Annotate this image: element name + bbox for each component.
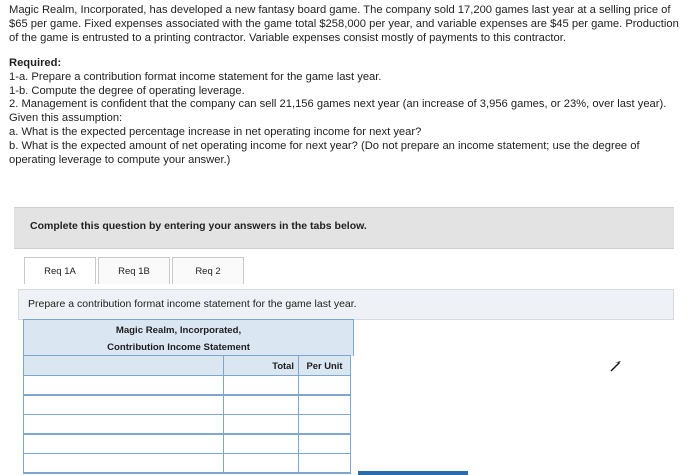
requirement-2b: b. What is the expected amount of net operating income for next year? (Do not prepare an income statement; use the degree of operating leverage to compute your answer.)	[9, 140, 640, 167]
row-label-input[interactable]	[24, 395, 224, 415]
row-total-cell[interactable]	[224, 376, 299, 396]
problem-intro: Magic Realm, Incorporated, has developed a new fantasy board game. The company sold 17,200 games last year at a selling price of $65 per game. Fixed expenses associated with the game total $258,000 per year, and variable expenses are $45 per game. Production of the game is entrusted to a printing contractor. Variable expenses consist mostly of payments to this contractor.	[9, 4, 679, 44]
row-label-input[interactable]	[24, 376, 224, 396]
scroll-indicator[interactable]	[358, 471, 468, 475]
row-1-label-input[interactable]	[24, 377, 223, 395]
row-total-cell[interactable]	[224, 454, 299, 474]
tab-req-1a-label: Req 1A	[44, 265, 76, 277]
row-per-unit-cell[interactable]	[299, 454, 351, 474]
row-total-cell[interactable]	[224, 415, 299, 435]
row-label-input[interactable]	[24, 434, 224, 454]
row-4-label-input[interactable]	[24, 436, 223, 454]
row-1-total-input[interactable]	[224, 377, 298, 395]
row-5-label-input[interactable]	[24, 455, 223, 473]
income-statement-table	[23, 355, 351, 474]
statement-company: Magic Realm, Incorporated,	[115, 325, 242, 336]
row-total-cell[interactable]	[224, 395, 299, 415]
tab-req-1b[interactable]	[98, 257, 170, 284]
row-per-unit-cell[interactable]	[299, 415, 351, 435]
row-per-unit-cell[interactable]	[299, 434, 351, 454]
statement-header	[23, 319, 354, 356]
statement-title: Contribution Income Statement	[107, 342, 250, 353]
instructions-banner	[14, 207, 674, 249]
row-1-per-unit-input[interactable]	[299, 377, 350, 395]
table-row	[24, 454, 351, 474]
tab-req-2-label: Req 2	[195, 265, 221, 277]
row-2-per-unit-input[interactable]	[299, 397, 350, 415]
required-heading: Required:	[9, 56, 62, 69]
row-label-input[interactable]	[24, 454, 224, 474]
row-total-cell[interactable]	[224, 434, 299, 454]
table-row	[24, 376, 351, 396]
row-2-total-input[interactable]	[224, 397, 298, 415]
table-row	[24, 434, 351, 454]
row-4-per-unit-input[interactable]	[299, 436, 350, 454]
row-3-per-unit-input[interactable]	[299, 416, 350, 434]
row-5-per-unit-input[interactable]	[299, 455, 350, 473]
requirement-2: 2. Management is confident that the company can sell 21,156 games next year (an increase of 3,956 games, or 23%, over last year). Given this assumption:	[9, 98, 667, 125]
banner-text: Complete this question by entering your answers in the tabs below.	[30, 220, 367, 232]
question-instruction	[18, 289, 674, 320]
problem-text	[9, 4, 679, 168]
row-4-total-input[interactable]	[224, 436, 298, 454]
requirement-1a: 1-a. Prepare a contribution format income statement for the game last year.	[9, 70, 382, 83]
mouse-cursor-icon	[609, 359, 623, 373]
header-per-unit: Per Unit	[299, 356, 351, 376]
table-row	[24, 415, 351, 435]
table-row	[24, 395, 351, 415]
requirement-2a: a. What is the expected percentage increase in net operating income for next year?	[9, 126, 422, 139]
row-3-label-input[interactable]	[24, 416, 223, 434]
requirement-1b: 1-b. Compute the degree of operating leverage.	[9, 84, 245, 97]
row-3-total-input[interactable]	[224, 416, 298, 434]
header-total: Total	[224, 356, 299, 376]
row-per-unit-cell[interactable]	[299, 395, 351, 415]
row-5-total-input[interactable]	[224, 455, 298, 473]
table-header-row	[24, 356, 351, 376]
row-label-input[interactable]	[24, 415, 224, 435]
row-2-label-input[interactable]	[24, 397, 223, 415]
header-label-cell	[24, 356, 224, 376]
requirement-tabs	[24, 257, 246, 285]
instruction-text: Prepare a contribution format income statement for the game last year.	[28, 298, 357, 310]
tab-req-2[interactable]	[172, 257, 244, 284]
row-per-unit-cell[interactable]	[299, 376, 351, 396]
tab-req-1b-label: Req 1B	[118, 265, 150, 277]
tab-req-1a[interactable]	[24, 257, 96, 284]
